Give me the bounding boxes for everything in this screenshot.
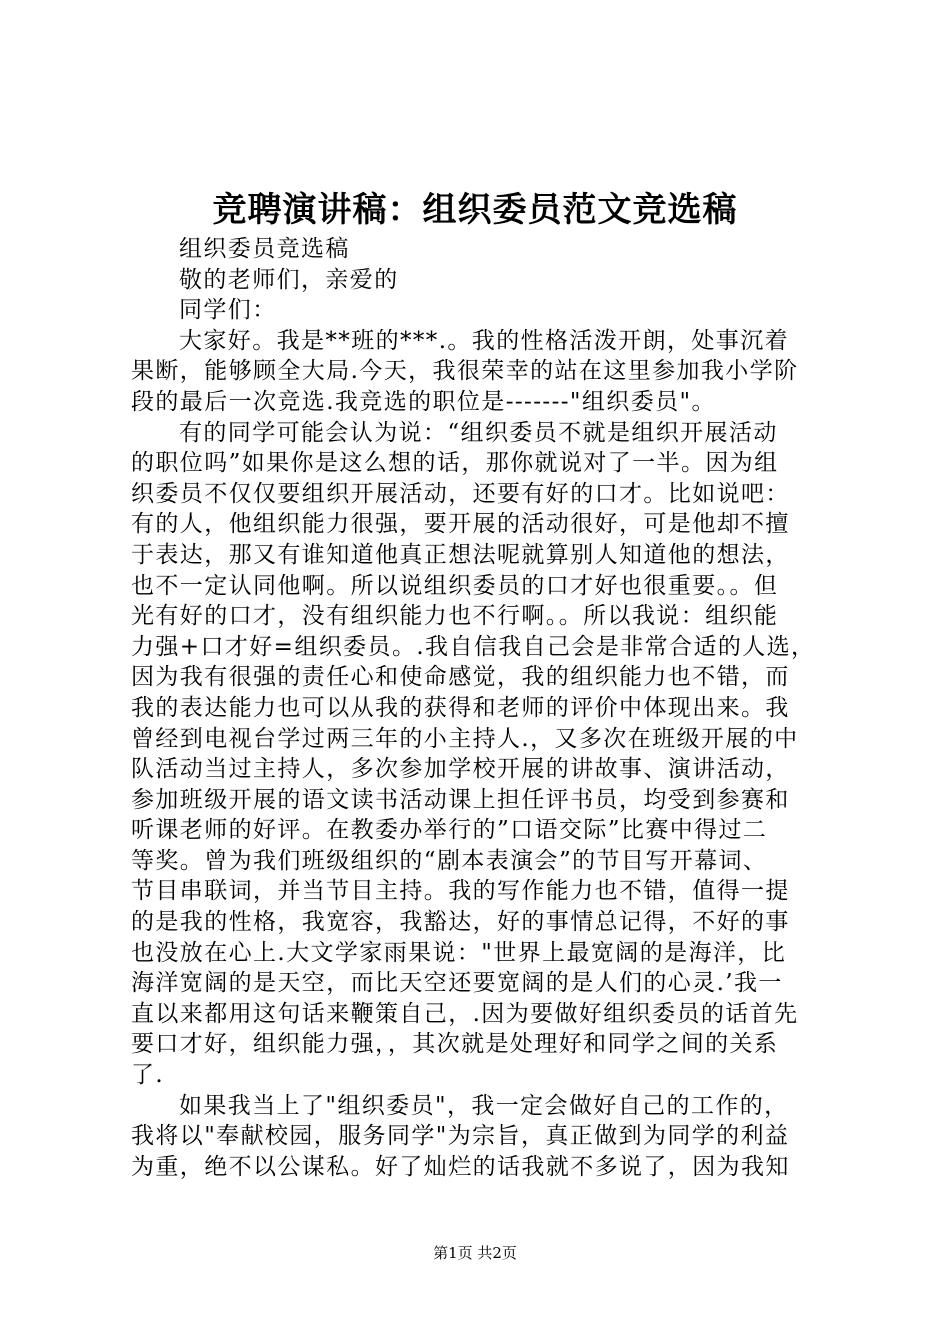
body-line: 也不一定认同他啊。所以说组织委员的口才好也很重要。。但	[131, 572, 779, 599]
body-line: 于表达，那又有谁知道他真正想法呢就算别人知道他的想法，	[131, 541, 790, 568]
body-line: 参加班级开展的语文读书活动课上担任评书员，均受到参赛和	[131, 786, 790, 813]
body-line: 的职位吗”如果你是这么想的话，那你就说对了一半。因为组	[131, 450, 779, 477]
body-line: 组织委员竞选稿	[179, 236, 350, 262]
body-line: 力强+口才好=组织委员。.我自信我自己会是非常合适的人选，	[131, 633, 816, 660]
body-line: 的是我的性格，我宽容，我豁达，好的事情总记得，不好的事	[131, 909, 790, 936]
body-line: 如果我当上了"组织委员"，我一定会做好自己的工作的，	[179, 1092, 789, 1119]
body-line: 光有好的口才，没有组织能力也不行啊。。所以我说：组织能	[131, 603, 779, 630]
body-line: 海洋宽阔的是天空，而比天空还要宽阔的是人们的心灵.’我一	[131, 970, 783, 997]
body-line: 了.	[131, 1062, 165, 1089]
body-line: 直以来都用这句话来鞭策自己，.因为要做好组织委员的话首先	[131, 1000, 799, 1027]
body-line: 织委员不仅仅要组织开展活动，还要有好的口才。比如说吧：	[131, 480, 790, 507]
body-line: 要口才好，组织能力强，，其次就是处理好和同学之间的关系	[131, 1031, 779, 1058]
document-title: 竞聘演讲稿：组织委员范文竞选稿	[212, 190, 738, 230]
document-body	[131, 234, 831, 1182]
body-line: 果断，能够顾全大局.今天，我很荣幸的站在这里参加我小学阶	[131, 358, 799, 385]
body-line: 敬的老师们，亲爱的	[179, 266, 399, 293]
body-line: 我将以"奉献校园，服务同学"为宗旨，真正做到为同学的利益	[131, 1123, 790, 1150]
body-line: 同学们：	[179, 297, 277, 324]
body-line: 有的同学可能会认为说：“组织委员不就是组织开展活动	[179, 419, 778, 446]
body-line: 因为我有很强的责任心和使命感觉，我的组织能力也不错，而	[131, 664, 790, 691]
body-line: 大家好。我是**班的***.。我的性格活泼开朗，处事沉着	[179, 327, 790, 354]
body-line: 队活动当过主持人，多次参加学校开展的讲故事、演讲活动，	[131, 756, 790, 783]
body-line: 我的表达能力也可以从我的获得和老师的评价中体现出来。我	[131, 694, 790, 721]
body-line: 有的人，他组织能力很强，要开展的活动很好，可是他却不擅	[131, 511, 790, 538]
body-line: 为重，绝不以公谋私。好了灿烂的话我就不多说了，因为我知	[131, 1153, 790, 1180]
body-line: 曾经到电视台学过两三年的小主持人.，又多次在班级开展的中	[131, 725, 799, 752]
body-line: 节目串联词，并当节目主持。我的写作能力也不错，值得一提	[131, 878, 790, 905]
body-line: 也没放在心上.大文学家雨果说："世界上最宽阔的是海洋，比	[131, 939, 787, 966]
page-footer: 第1页 共2页	[433, 1244, 517, 1262]
body-line: 听课老师的好评。在教委办举行的”口语交际”比赛中得过二	[131, 817, 768, 844]
body-line: 段的最后一次竞选.我竞选的职位是-------"组织委员"。	[131, 388, 716, 415]
body-line: 等奖。曾为我们班级组织的“剧本表演会”的节目写开幕词、	[131, 847, 768, 874]
